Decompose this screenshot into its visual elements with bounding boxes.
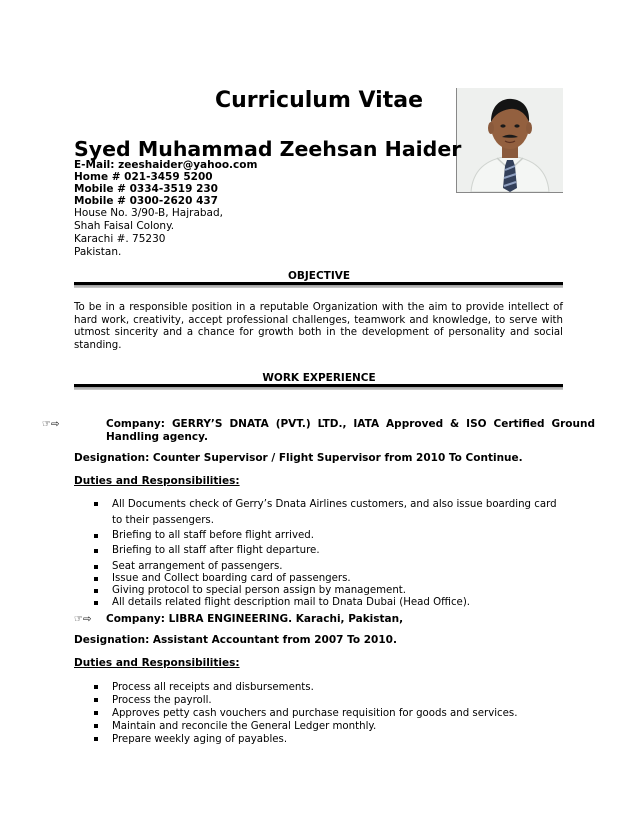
pointing-hand-icon: ☞⇨: [42, 419, 60, 430]
portrait-image: [457, 88, 563, 192]
company-entry: [42, 418, 595, 444]
duties-list: [94, 497, 563, 609]
candidate-name: Syed Muhammad Zeehsan Haider: [74, 137, 462, 161]
profile-photo: [456, 88, 563, 193]
list-item: Maintain and reconcile the General Ledger monthly.: [94, 720, 563, 733]
company-entry: [74, 613, 563, 626]
list-item: All details related flight description mail to Dnata Dubai (Head Office).: [94, 597, 563, 609]
address-line: Shah Faisal Colony.: [74, 220, 175, 232]
section-divider: [74, 384, 563, 390]
duties-list: [94, 681, 563, 746]
list-item: Prepare weekly aging of payables.: [94, 733, 563, 746]
company-name: Company: LIBRA ENGINEERING. Karachi, Pakistan,: [106, 613, 404, 625]
list-item: Approves petty cash vouchers and purchase requisition for goods and services.: [94, 707, 563, 720]
home-phone-line: Home # 021-3459 5200: [74, 171, 213, 183]
mobile-phone-line: Mobile # 0334-3519 230: [74, 183, 218, 195]
duties-heading: Duties and Responsibilities:: [74, 657, 240, 669]
objective-heading: OBJECTIVE: [287, 270, 351, 282]
mobile-phone-line: Mobile # 0300-2620 437: [74, 195, 218, 207]
company-name: Company: GERRY’S DNATA (PVT.) LTD., IATA Approved & ISO Certified Ground Handling agency.: [106, 418, 595, 443]
document-title: Curriculum Vitae: [214, 88, 423, 113]
address-line: Karachi #. 75230: [74, 233, 166, 245]
objective-text: To be in a responsible position in a reputable Organization with the aim to provide intellect of hard work, creativity, accept professional challenges, teamwork and knowledge, to serve with utmost sincerity and a chance for growth both in the development of personality and social standing.: [74, 302, 563, 351]
duties-heading: Duties and Responsibilities:: [74, 475, 240, 487]
address-line: House No. 3/90-B, Hajrabad,: [74, 207, 223, 219]
address-line: Pakistan.: [74, 246, 122, 258]
designation: Designation: Assistant Accountant from 2007 To 2010.: [74, 634, 397, 646]
list-item: All Documents check of Gerry’s Dnata Airlines customers, and also issue boarding card to their passengers.: [94, 497, 563, 529]
list-item: Briefing to all staff before flight arrived.: [94, 529, 563, 543]
list-item: Process the payroll.: [94, 694, 563, 707]
list-item: Giving protocol to special person assign by management.: [94, 585, 563, 597]
list-item: Process all receipts and disbursements.: [94, 681, 563, 694]
designation: Designation: Counter Supervisor / Flight Supervisor from 2010 To Continue.: [74, 452, 523, 464]
email-line: E-Mail: zeeshaider@yahoo.com: [74, 159, 258, 171]
list-item: Seat arrangement of passengers.: [94, 561, 563, 573]
pointing-hand-icon: ☞⇨: [74, 614, 92, 625]
list-item: Briefing to all staff after flight departure.: [94, 544, 563, 558]
work-experience-heading: WORK EXPERIENCE: [262, 372, 376, 384]
list-item: Issue and Collect boarding card of passengers.: [94, 573, 563, 585]
section-divider: [74, 282, 563, 288]
